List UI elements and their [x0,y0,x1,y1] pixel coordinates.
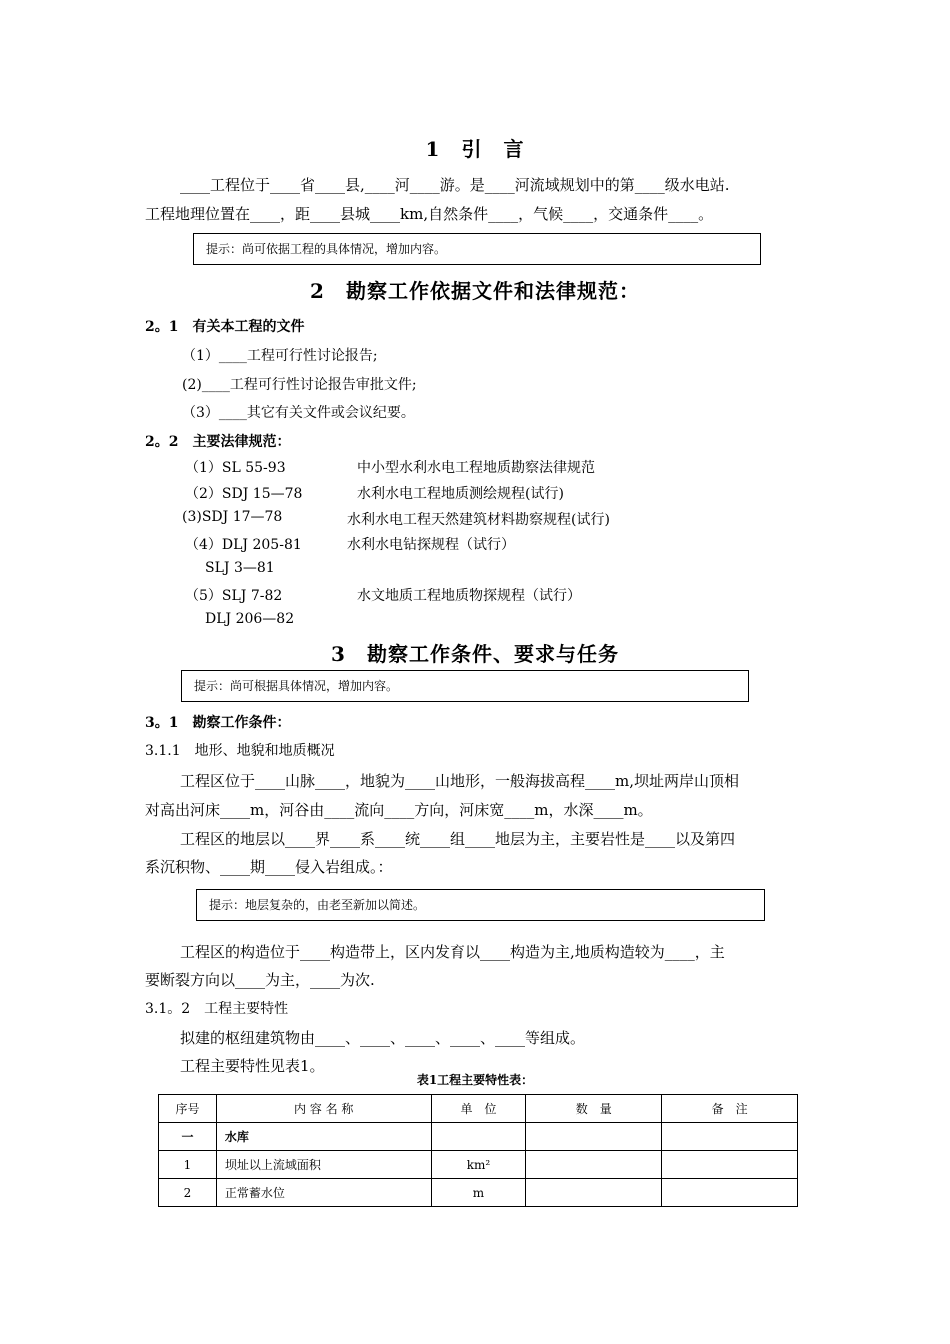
buildings-paragraph: 拟建的枢纽建筑物由____、____、____、____、____等组成。 [180,1029,586,1047]
cell-remarks [662,1151,798,1179]
hint-box-2 [181,670,749,702]
cell-remarks [662,1123,798,1151]
header-unit: 单 位 [431,1095,526,1123]
hint-text-1: 提示：尚可依据工程的具体情况，增加内容。 [206,242,447,256]
header-remarks: 备 注 [662,1095,798,1123]
cell-index: 1 [159,1151,217,1179]
section-3-title: 3 勘察工作条件、要求与任务 [331,642,619,666]
file-item-3: （3）____其它有关文件或会议纪要。 [182,405,415,421]
cell-index: 2 [159,1179,217,1207]
header-index: 序号 [159,1095,217,1123]
cell-unit [431,1123,526,1151]
section-1-title: 1 引 言 [425,137,525,161]
hint-text-3: 提示：地层复杂的，由老至新加以简述。 [209,898,426,912]
header-item-name: 内 容 名 称 [216,1095,431,1123]
cell-item-name: 正常蓄水位 [216,1179,431,1207]
code-3-name: 水利水电工程天然建筑材料勘察规程(试行) [347,512,610,528]
table-row [159,1151,798,1179]
code-3-id: (3)SDJ 17—78 [182,509,283,525]
cell-unit: km² [431,1151,526,1179]
intro-paragraph-line1: ____工程位于____省____县,____河____游。是____河流域规划中的第____级水电站. [180,176,730,194]
table-row [159,1123,798,1151]
code-5-name: 水文地质工程地质物探规程（试行） [357,588,581,604]
table-reference: 工程主要特性见表1。 [180,1057,325,1075]
structure-paragraph-line2: 要断裂方向以____为主，____为次. [145,971,375,989]
cell-unit: m [431,1179,526,1207]
file-item-1: （1）____工程可行性讨论报告; [182,348,378,364]
table-caption: 表1工程主要特性表： [416,1073,534,1087]
header-quantity: 数 量 [526,1095,662,1123]
strata-paragraph-line2: 系沉积物、____期____侵入岩组成。： [145,858,393,876]
code-4b-id: SLJ 3—81 [205,560,275,576]
subsection-2-1-heading: 2。1 有关本工程的文件 [145,319,305,335]
intro-paragraph-line2: 工程地理位置在____，距____县城____km,自然条件____，气候____，交通条件____。 [145,205,714,223]
code-5b-id: DLJ 206—82 [205,611,295,627]
cell-quantity [526,1151,662,1179]
section-2-title: 2 勘察工作依据文件和法律规范： [310,279,640,303]
code-4-name: 水利水电钻探规程（试行） [347,537,515,553]
terrain-paragraph-line1: 工程区位于____山脉____，地貌为____山地形，一般海拔高程____m,坝址两岸山顶相 [180,772,739,790]
table-header-row [159,1095,798,1123]
cell-item-name: 坝址以上流域面积 [216,1151,431,1179]
cell-index: 一 [159,1123,217,1151]
subsection-3-1-heading: 3。1 勘察工作条件： [145,715,291,731]
subsection-2-2-heading: 2。2 主要法律规范： [145,434,291,450]
code-2-name: 水利水电工程地质测绘规程(试行) [357,486,564,502]
table-row [159,1179,798,1207]
subsection-3-1-1-heading: 3.1.1 地形、地貌和地质概况 [145,743,335,759]
hint-box-3 [196,889,765,921]
code-4-id: （4）DLJ 205-81 [185,537,302,553]
code-2-id: （2）SDJ 15—78 [185,486,303,502]
subsection-3-1-2-heading: 3.1。2 工程主要特性 [145,1001,289,1017]
cell-remarks [662,1179,798,1207]
main-characteristics-table [158,1094,798,1207]
terrain-paragraph-line2: 对高出河床____m，河谷由____流向____方向，河床宽____m，水深____m。 [145,801,653,819]
code-1-name: 中小型水利水电工程地质勘察法律规范 [357,460,595,476]
hint-box-1 [193,233,761,265]
cell-item-name: 水库 [216,1123,431,1151]
structure-paragraph-line1: 工程区的构造位于____构造带上，区内发育以____构造为主,地质构造较为____，主 [180,943,725,961]
code-1-id: （1）SL 55-93 [185,460,286,476]
code-5-id: （5）SLJ 7-82 [185,588,283,604]
file-item-2: (2)____工程可行性讨论报告审批文件; [182,377,417,393]
cell-quantity [526,1123,662,1151]
hint-text-2: 提示：尚可根据具体情况，增加内容。 [194,679,399,693]
strata-paragraph-line1: 工程区的地层以____界____系____统____组____地层为主，主要岩性是____以及第四 [180,830,736,848]
cell-quantity [526,1179,662,1207]
